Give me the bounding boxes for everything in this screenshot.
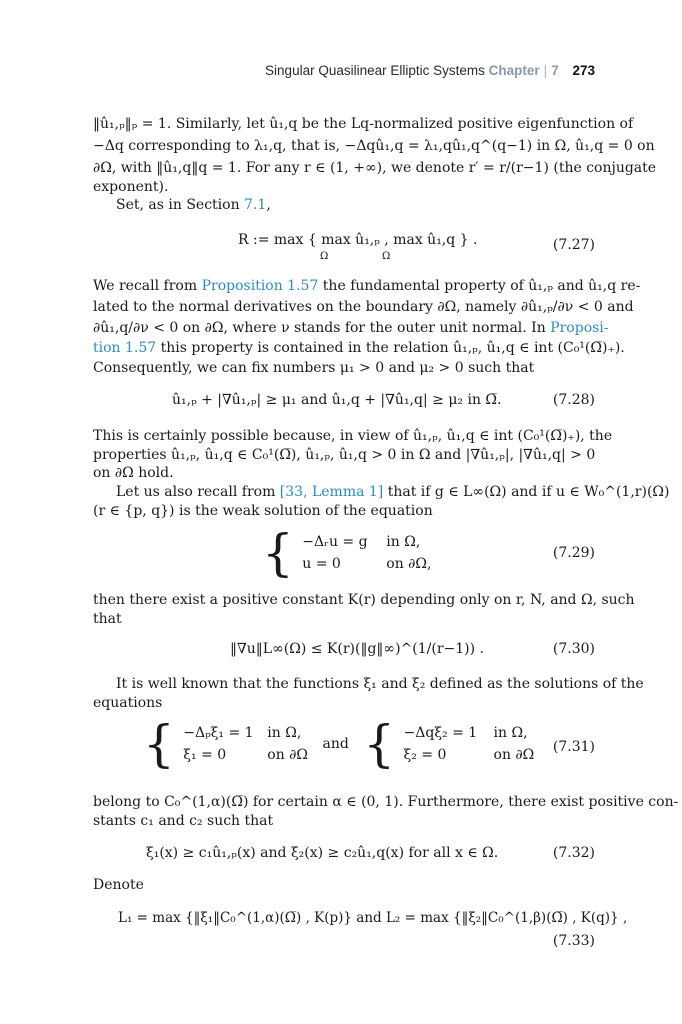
text-line: properties û₁,ₚ, û₁,q ∈ C₀¹(Ω̅), û₁,ₚ, û₁,q > 0 in Ω and |∇û₁,ₚ|, |∇û₁,q| > 0 [93, 447, 596, 463]
equation-number: (7.27) [552, 237, 595, 253]
equation-7-32: ξ₁(x) ≥ c₁û₁,ₚ(x) and ξ₂(x) ≥ c₂û₁,q(x) for all x ∈ Ω. [146, 845, 499, 861]
chapter-label: Chapter [488, 63, 540, 78]
text-line: Consequently, we can fix numbers μ₁ > 0 and μ₂ > 0 such that [93, 360, 535, 376]
equation-7-29: { −Δᵣu = g in Ω, u = 0 on ∂Ω, [262, 524, 432, 582]
section-link[interactable]: 7.1 [244, 197, 267, 213]
text-line: This is certainly possible because, in view of û₁,ₚ, û₁,q ∈ int (C₀¹(Ω̅)₊), the [93, 428, 613, 444]
proposition-link[interactable]: Proposi- [550, 320, 609, 336]
text-line: ∂Ω, with ‖û₁,q‖q = 1. For any r ∈ (1, +∞), we denote r′ = r/(r−1) (the conjugate [93, 160, 657, 176]
equation-number: (7.28) [552, 392, 595, 408]
chapter-number: 7 [551, 63, 559, 78]
text-line: belong to C₀^(1,α)(Ω̅) for certain α ∈ (0, 1). Furthermore, there exist positive con- [93, 794, 679, 810]
proposition-link[interactable]: tion 1.57 [93, 340, 157, 356]
eq-subscript: Ω [320, 251, 329, 262]
equation-number: (7.32) [552, 845, 595, 861]
running-header [265, 63, 595, 78]
text-line: ∂û₁,q/∂ν < 0 on ∂Ω, where ν stands for the outer unit normal. In Proposi- [93, 320, 609, 336]
equation-7-27: R := max { max û₁,ₚ , max û₁,q } . [238, 232, 478, 248]
text-line: Set, as in Section 7.1, [116, 197, 271, 213]
text-line: on ∂Ω hold. [93, 465, 174, 481]
equation-7-30: ‖∇u‖L∞(Ω) ≤ K(r)(‖g‖∞)^(1/(r−1)) . [230, 641, 484, 657]
equation-number: (7.30) [552, 641, 595, 657]
text-line: equations [93, 695, 163, 711]
equation-number: (7.33) [552, 933, 595, 949]
proposition-link[interactable]: Proposition 1.57 [201, 278, 319, 294]
text-line: (r ∈ {p, q}) is the weak solution of the equation [93, 503, 433, 519]
citation-link[interactable]: [33, Lemma 1] [279, 484, 384, 500]
text-line: tion 1.57 this property is contained in the relation û₁,ₚ, û₁,q ∈ int (C₀¹(Ω̅)₊). [93, 340, 625, 356]
header-separator: | [543, 63, 548, 78]
text-line: that [93, 611, 122, 627]
text-line: Let us also recall from [33, Lemma 1] that if g ∈ L∞(Ω) and if u ∈ W₀^(1,r)(Ω) [116, 484, 670, 500]
text-line: stants c₁ and c₂ such that [93, 813, 274, 829]
equation-7-33: L₁ = max {‖ξ₁‖C₀^(1,α)(Ω̅) , K(p)} and L₂ = max {‖ξ₂‖C₀^(1,β)(Ω̅) , K(q)} , [118, 910, 628, 926]
text-line: Denote [93, 877, 144, 893]
text-line: exponent). [93, 179, 169, 195]
text-line: lated to the normal derivatives on the boundary ∂Ω, namely ∂û₁,ₚ/∂ν < 0 and [93, 299, 634, 315]
page-number: 273 [572, 63, 595, 78]
equation-7-28: û₁,ₚ + |∇û₁,ₚ| ≥ μ₁ and û₁,q + |∇û₁,q| ≥ μ₂ in Ω̅. [172, 392, 502, 408]
equation-number: (7.29) [552, 545, 595, 561]
text-line: ‖û₁,ₚ‖ₚ = 1. Similarly, let û₁,q be the Lq-normalized positive eigenfunction of [93, 116, 634, 132]
text-line: It is well known that the functions ξ₁ and ξ₂ defined as the solutions of the [116, 676, 644, 692]
book-title: Singular Quasilinear Elliptic Systems [265, 63, 485, 78]
eq-subscript: Ω [382, 251, 391, 262]
text-line: We recall from Proposition 1.57 the fundamental property of û₁,ₚ and û₁,q re- [93, 278, 641, 294]
text-line: then there exist a positive constant K(r) depending only on r, N, and Ω, such [93, 592, 635, 608]
text-line: −Δq corresponding to λ₁,q, that is, −Δqû₁,q = λ₁,qû₁,q^(q−1) in Ω, û₁,q = 0 on [93, 138, 655, 154]
equation-7-31: { −Δₚξ₁ = 1 in Ω, ξ₁ = 0 on ∂Ω and { −Δqξ₂ = 1 in Ω, ξ₂ = 0 on ∂Ω [143, 715, 535, 773]
equation-number: (7.31) [552, 739, 595, 755]
